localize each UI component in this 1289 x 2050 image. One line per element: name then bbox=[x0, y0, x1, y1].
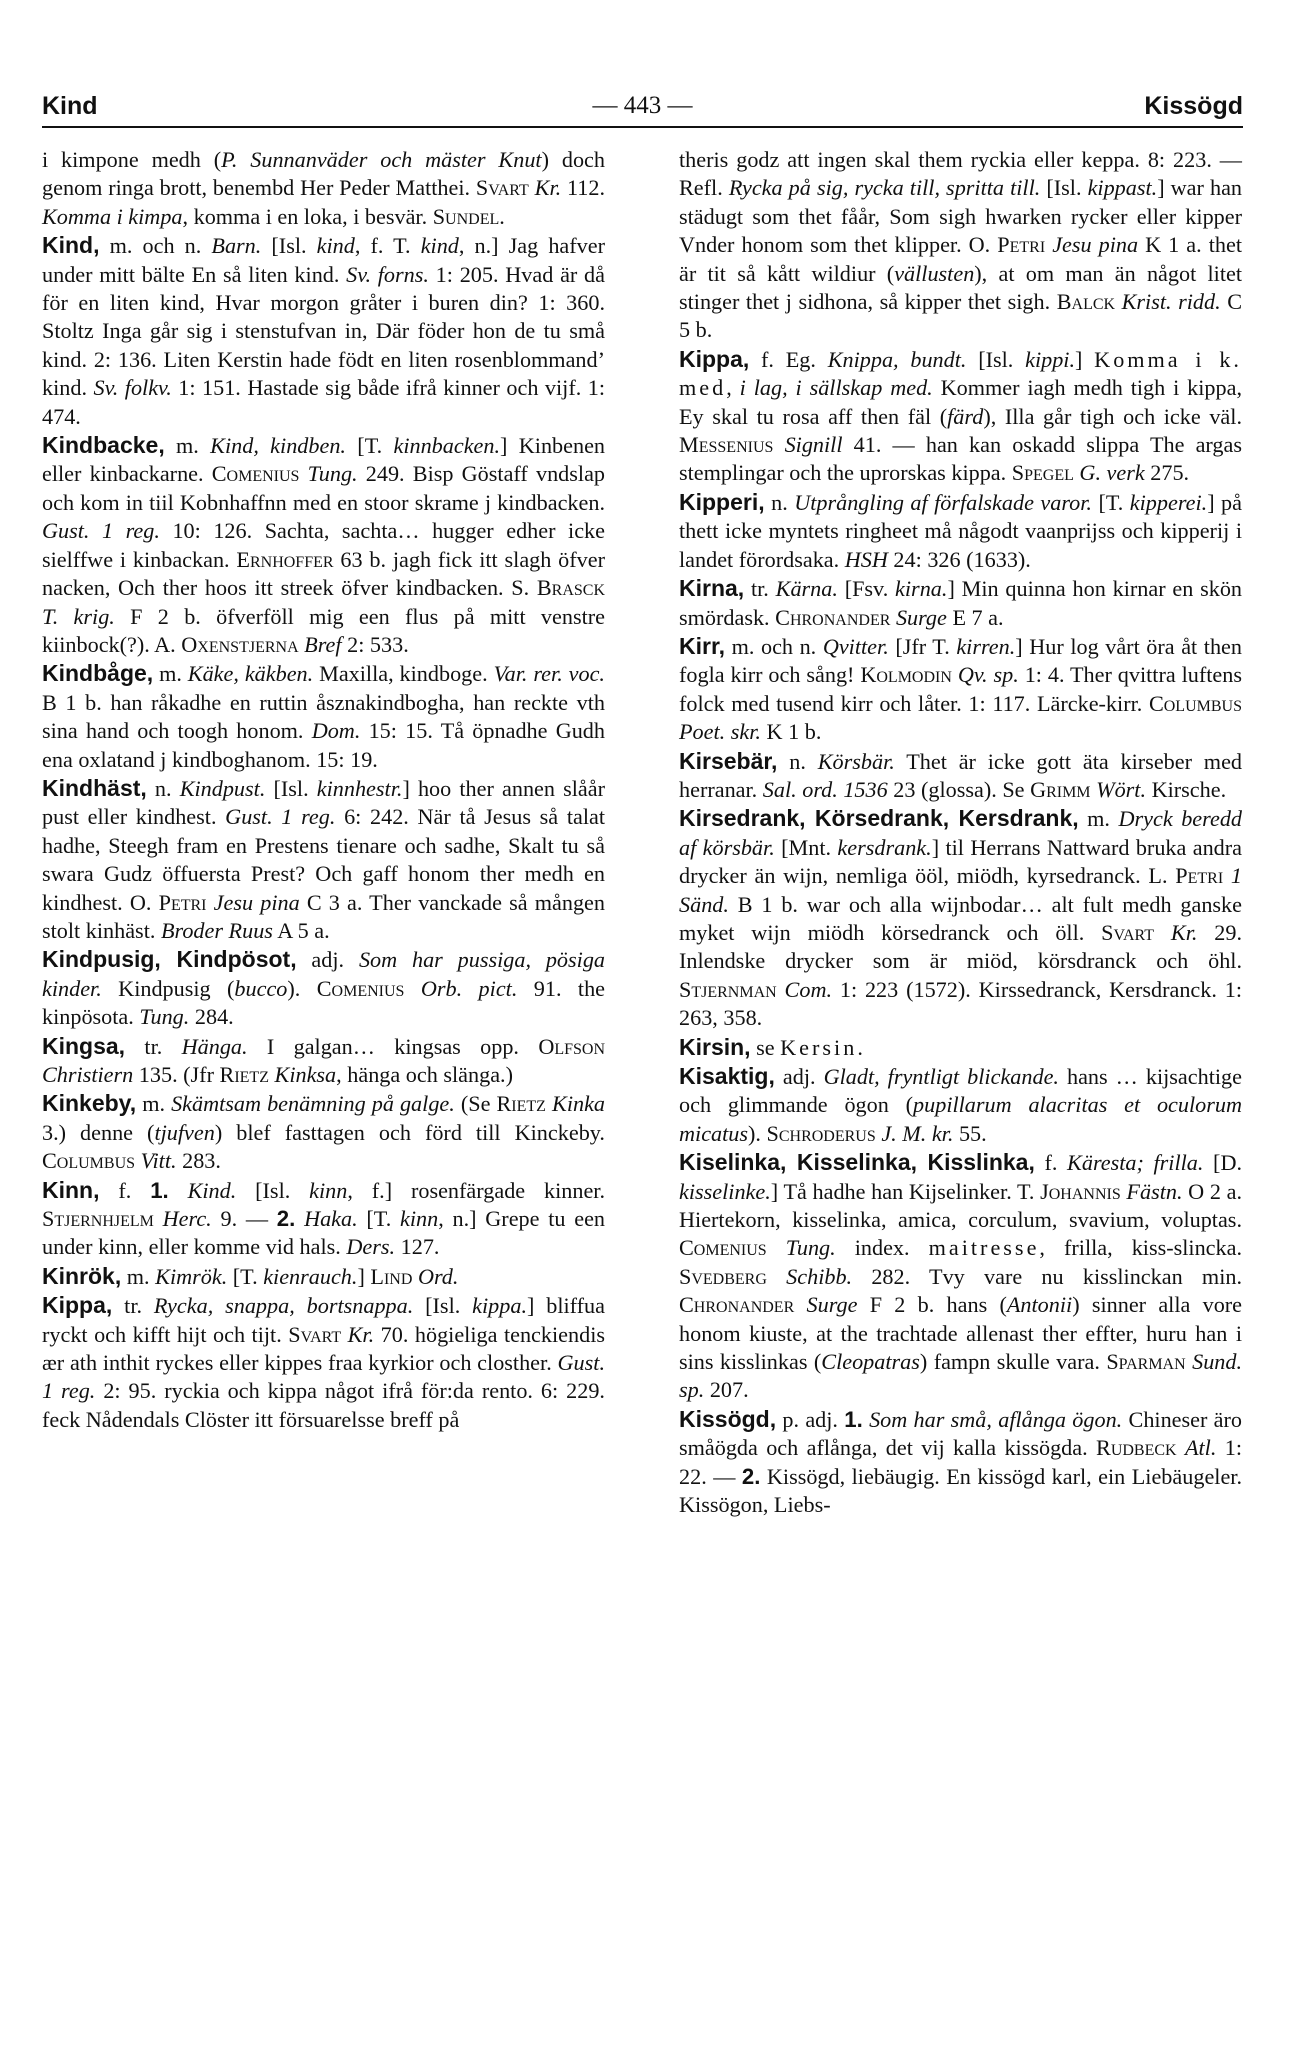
dictionary-entry: Kirsin, se Kersin. bbox=[679, 1033, 863, 1060]
header-first-headword: Kind bbox=[42, 92, 98, 120]
dictionary-entry: Kisaktig, adj. Gladt, fryntligt blickande. hans … kijsachtige och glimmande ögon (pupillarum alacritas et oculorum micatus). Schroderus J. M. kr. 55. bbox=[679, 1063, 1242, 1146]
dictionary-entry: i kimpone medh (P. Sunnanväder och mäster Knut) doch genom ringa brott, benembd Her Peder Matthei. Svart Kr. 112. Komma i kimpa, komma i en loka, i besvär. Sundel. bbox=[42, 147, 606, 229]
dictionary-entry: Kissögd, p. adj. 1. Som har små, aflånga ögon. Chineser äro småögda och aflånga, det vij kalla kissögda. Rudbeck Atl. 1: 22. — 2. Kissögd, liebäugig. En kissögd karl, ein Liebäugeler. Kissögon, Liebs- bbox=[679, 1405, 1243, 1518]
left-column bbox=[42, 146, 605, 1434]
dictionary-entry: Kippa, f. Eg. Knippa, bundt. [Isl. kippi.] Komma i k. med, i lag, i sällskap med. Kommer iagh medh tigh i kippa, Ey skal tu rosa aff then fäl (färd), Illa går tigh och icke väl. Messenius Signill 41. — han kan oskadd slippa The argas stemplingar och the uprorskas kippa. Spegel G. verk 275. bbox=[679, 345, 1243, 486]
dictionary-entry: theris godz att ingen skal them ryckia eller keppa. 8: 223. — Refl. Rycka på sig, rycka till, spritta till. [Isl. kippast.] war han städugt som thet fåår, Som sigh hwarken rycker eller kipper Vnder honom som thet klipper. O. Petri Jesu pina K 1 a. thet är tit så kått wildiur (vällusten), at om man än något litet stinger thet j sidhona, så kipper thet sigh. Balck Krist. ridd. C 5 b. bbox=[679, 147, 1243, 343]
dictionary-entry: Kirr, m. och n. Qvitter. [Jfr T. kirren.] Hur log vårt öra åt then fogla kirr och sång! Kolmodin Qv. sp. 1: 4. Ther qvittra luftens folck med tusend kirr och låter. 1: 117. Lärcke-kirr. Columbus Poet. skr. K 1 b. bbox=[679, 632, 1242, 745]
dictionary-entry: Kippa, tr. Rycka, snappa, bortsnappa. [Isl. kippa.] bliffua ryckt och kifft hijt och tijt. Svart Kr. 70. högieliga tenckiendis ær ath inthit ryckes eller kippes fraa kyrkior och closther. Gust. 1 reg. 2: 95. ryckia och kippa något ifrå för:da rento. 6: 229. feck Nådendals Clöster itt försuarelsse breff på bbox=[42, 1292, 606, 1432]
dictionary-entry: Kindhäst, n. Kindpust. [Isl. kinnhestr.] hoo ther annen slåår pust eller kindhest. Gust. 1 reg. 6: 242. När tå Jesus så talat hadhe, Steegh fram en Prestens tienare och sadhe, Skalt tu så swara Gudz öffuersta Prest? Och gaff honom ther medh en kindhest. O. Petri Jesu pina C 3 a. Ther vanckade så mången stolt kinhäst. Broder Ruus A 5 a. bbox=[42, 774, 606, 943]
dictionary-entry: Kirsedrank, Körsedrank, Kersdrank, m. Dryck beredd af körsbär. [Mnt. kersdrank.] til Herrans Nattward bruka andra drycker än wijn, nemliga ööl, miödh, kyrsedranck. L. Petri 1 Sänd. B 1 b. war och alla wijnbodar… alt fult medh ganske myket wijn miödh körsedranck och öll. Svart Kr. 29. Inlendske drycker som är miöd, körsdranck och öhl. Stjernman Com. 1: 223 (1572). Kirssedranck, Kersdranck. 1: 263, 358. bbox=[679, 805, 1243, 1031]
dictionary-entry: Kingsa, tr. Hänga. I galgan… kingsas opp. Olfson Christiern 135. (Jfr Rietz Kinksa, hänga och slänga.) bbox=[42, 1032, 606, 1087]
dictionary-entry: Kinkeby, m. Skämtsam benämning på galge. (Se Rietz Kinka 3.) denne (tjufven) blef fasttagen och förd till Kinckeby. Columbus Vitt. 283. bbox=[42, 1090, 606, 1174]
dictionary-entry: Kindbåge, m. Käke, käkben. Maxilla, kindboge. Var. rer. voc. B 1 b. han råkadhe en ruttin åsznakindbogha, han reckte vth sina hand och toogh honom. Dom. 15: 15. Tå öpnadhe Gudh ena oxlatand j kindboghanom. 15: 19. bbox=[42, 660, 605, 772]
dictionary-entry: Kiselinka, Kisselinka, Kisslinka, f. Käresta; frilla. [D. kisselinke.] Tå hadhe han Kijselinker. T. Johannis Fästn. O 2 a. Hiertekorn, kisselinka, amica, corculum, svavium, voluptas. Comenius Tung. index. maitresse, frilla, kiss-slincka. Svedberg Schibb. 282. Tvy vare nu kisslinckan min. Chronander Surge F 2 b. hans (Antonii) sinner alla vore honom kiuste, at the trachtade allenast ther effter, huru han i sins kisslinkas (Cleopatras) fampn skulle vara. Sparman Sund. sp. 207. bbox=[679, 1149, 1243, 1403]
page-number: — 443 — bbox=[592, 92, 693, 119]
dictionary-entry: Kind, m. och n. Barn. [Isl. kind, f. T. kind, n.] Jag hafver under mitt bälte En så liten kind. Sv. forns. 1: 205. Hvad är då för en liten kind, Hvar morgon gråter i buren din? 1: 360. Stoltz Inga går sig i stenstufvan in, Där föder hon de tu små kind. 2: 136. Liten Kerstin hade födt en liten rosenblommand’ kind. Sv. folkv. 1: 151. Hastade sig både ifrå kinner och vijf. 1: 474. bbox=[42, 232, 606, 429]
dictionary-entry: Kindpusig, Kindpösot, adj. Som har pussiga, pösiga kinder. Kindpusig (bucco). Comenius Orb. pict. 91. the kinpösota. Tung. 284. bbox=[42, 946, 606, 1030]
dictionary-entry: Kindbacke, m. Kind, kindben. [T. kinnbacken.] Kinbenen eller kinbackarne. Comenius Tung. 249. Bisp Göstaff vndslap och kom in tiil Kobnhaffnn med en stoor skrame j kindbacken. Gust. 1 reg. 10: 126. Sachta, sachta… hugger edher icke sielffwe i kinbackan. Ernhoffer 63 b. jagh fick itt slagh öfver nacken, Och ther hoos itt streek öfver kindbacken. S. Brasck T. krig. F 2 b. öfverföll mig een flus på mitt venstre kiinbock(?). A. Oxenstjerna Bref 2: 533. bbox=[42, 432, 606, 657]
header-last-headword: Kissögd bbox=[1144, 92, 1243, 120]
page-header bbox=[42, 92, 1243, 126]
dictionary-entry: Kirna, tr. Kärna. [Fsv. kirna.] Min quinna hon kirnar en skön smördask. Chronander Surge E 7 a. bbox=[679, 575, 1243, 630]
dictionary-entry: Kirsebär, n. Körsbär. Thet är icke gott äta kirseber med herranar. Sal. ord. 1536 23 (glossa). Se Grimm Wört. Kirsche. bbox=[679, 747, 1243, 802]
header-rule bbox=[42, 126, 1243, 128]
dictionary-entry: Kipperi, n. Utprångling af förfalskade varor. [T. kipperei.] på thett icke myntets ringheet må någodt vaanprijss och kipperij i landet förordsaka. HSH 24: 326 (1633). bbox=[679, 488, 1242, 572]
dictionary-entry: Kinn, f. 1. Kind. [Isl. kinn, f.] rosenfärgade kinner. Stjernhjelm Herc. 9. — 2. Haka. [T. kinn, n.] Grepe tu een under kinn, eller komme vid hals. Ders. 127. bbox=[42, 1176, 606, 1260]
right-column bbox=[679, 146, 1242, 1520]
dictionary-entry: Kinrök, m. Kimrök. [T. kienrauch.] Lind Ord. bbox=[42, 1262, 459, 1289]
